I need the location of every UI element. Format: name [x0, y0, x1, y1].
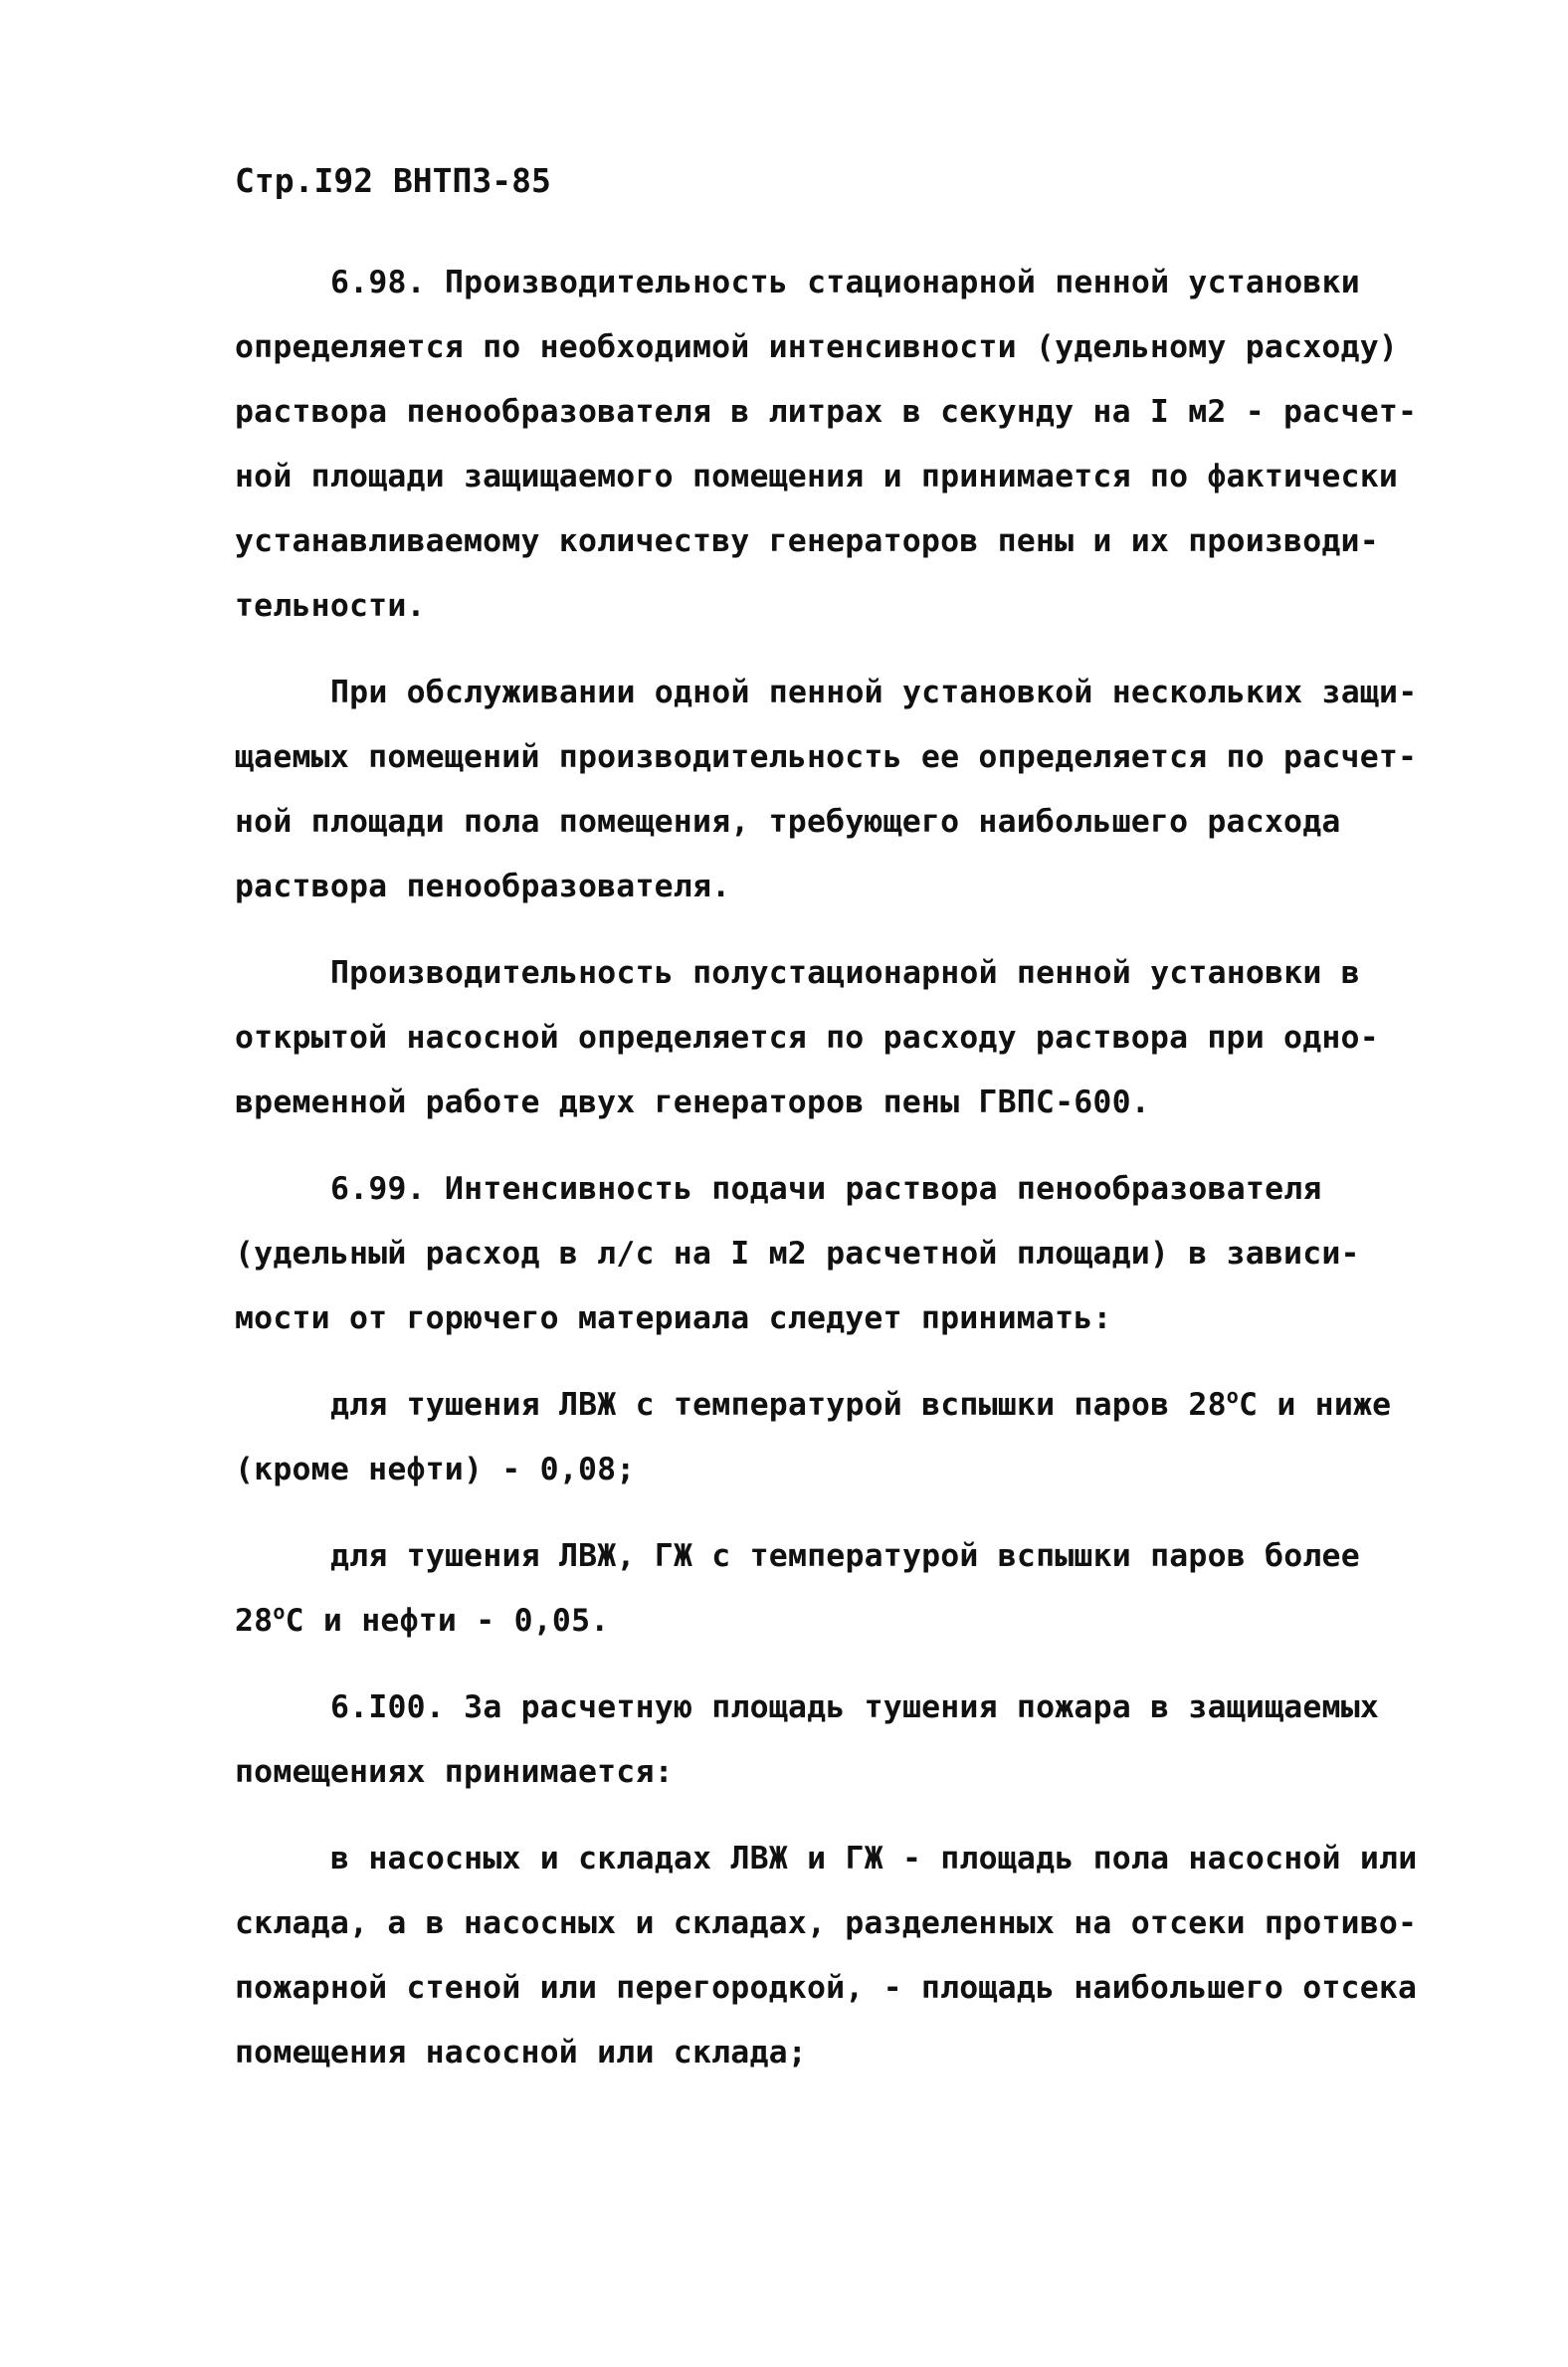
paragraph-lvzh-gzh-above-28: [235, 1524, 1449, 1654]
text-line: помещения насосной или склада;: [235, 2035, 807, 2071]
text-line: устанавливаемому количеству генераторов пены и их производи-: [235, 523, 1379, 559]
paragraph-pump-stations: [235, 1827, 1449, 2085]
text-line: 6.98. Производительность стационарной пенной установки: [330, 265, 1360, 300]
text-line: определяется по необходимой интенсивности (удельному расходу): [235, 329, 1399, 365]
paragraph-lvzh-28-and-below: [235, 1373, 1449, 1502]
text-line: щаемых помещений производительность ее определяется по расчет-: [235, 739, 1418, 775]
superscript-degree: о: [1226, 1384, 1239, 1408]
text-line: склада, а в насосных и складах, разделенных на отсеки противо-: [235, 1905, 1418, 1941]
paragraph-6-100: [235, 1676, 1449, 1805]
text-line: 6.I00. За расчетную площадь тушения пожара в защищаемых: [330, 1689, 1380, 1725]
text-line: мости от горючего материала следует принимать:: [235, 1300, 1112, 1336]
text-line: ной площади пола помещения, требующего наибольшего расхода: [235, 804, 1341, 840]
text-line: пожарной стеной или перегородкой, - площадь наибольшего отсека: [235, 1970, 1418, 2006]
text-line: помещениях принимается:: [235, 1754, 674, 1790]
text-line: в насосных и складах ЛВЖ и ГЖ - площадь пола насосной или: [330, 1841, 1418, 1876]
text-line: для тушения ЛВЖ, ГЖ с температурой вспышки паров более: [330, 1538, 1360, 1574]
paragraph-multiple-rooms: [235, 661, 1449, 919]
paragraph-6-99: [235, 1157, 1449, 1351]
document-body: [235, 251, 1449, 2107]
paragraph-semi-stationary: [235, 941, 1449, 1135]
text-line: [235, 1589, 1449, 1654]
text-line: раствора пенообразователя.: [235, 869, 731, 904]
text-fragment: С и ниже: [1239, 1387, 1392, 1423]
text-line: Производительность полустационарной пенной установки в: [330, 955, 1360, 991]
text-line: (кроме нефти) - 0,08;: [235, 1452, 636, 1487]
text-line: При обслуживании одной пенной установкой нескольких защи-: [330, 675, 1418, 710]
text-line: 6.99. Интенсивность подачи раствора пенообразователя: [330, 1171, 1322, 1207]
text-line: временной работе двух генераторов пены ГВПС-600.: [235, 1085, 1150, 1120]
superscript-degree: о: [273, 1600, 286, 1624]
text-fragment: для тушения ЛВЖ с температурой вспышки паров 28: [330, 1387, 1227, 1423]
page-header: Стр.I92 ВНТПЗ-85: [235, 161, 551, 200]
text-line: открытой насосной определяется по расходу раствора при одно-: [235, 1020, 1379, 1056]
text-line: тельности.: [235, 588, 426, 624]
text-line: (удельный расход в л/с на I м2 расчетной площади) в зависи-: [235, 1236, 1360, 1272]
text-line: раствора пенообразователя в литрах в секунду на I м2 - расчет-: [235, 394, 1418, 430]
text-line: ной площади защищаемого помещения и принимается по фактически: [235, 459, 1399, 494]
text-line: [235, 1373, 1449, 1438]
text-fragment: 28: [235, 1603, 274, 1639]
paragraph-6-98: [235, 251, 1449, 639]
text-fragment: С и нефти - 0,05.: [285, 1603, 610, 1639]
